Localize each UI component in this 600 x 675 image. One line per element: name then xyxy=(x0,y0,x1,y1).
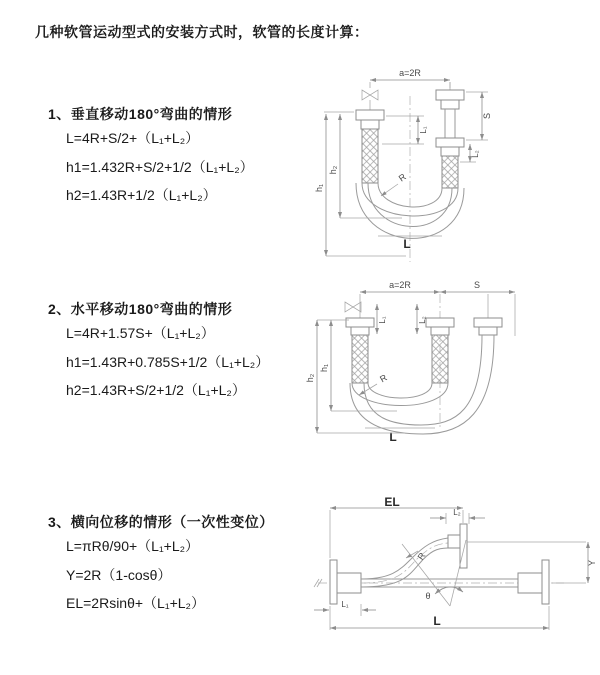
dim-label-s: S xyxy=(473,280,481,290)
section-lateral-displacement xyxy=(48,512,274,618)
page-title: 几种软管运动型式的安装方式时，软管的长度计算： xyxy=(35,24,369,40)
formula-el: EL=2Rsinθ+（L₁+L₂） xyxy=(66,595,205,611)
dim-label-l1: L₁ xyxy=(341,600,349,609)
formula-h2: h2=1.43R+S/2+1/2（L₁+L₂） xyxy=(66,382,246,398)
dim-label-h2: h₂ xyxy=(328,165,338,175)
formula-y: Y=2R（1-cosθ） xyxy=(66,566,172,583)
hose-end-fitting-right xyxy=(436,82,464,188)
radius-callout xyxy=(381,171,408,196)
dimension-l2 xyxy=(417,304,427,334)
dim-label-a2r: a=2R xyxy=(399,68,421,78)
dim-label-l2: L₂ xyxy=(418,316,427,324)
radius-label: R xyxy=(415,550,428,562)
diagram-vertical-bend xyxy=(310,66,600,266)
formula-h1: h1=1.43R+0.785S+1/2（L₁+L₂） xyxy=(66,353,270,370)
section-3-heading: 3、横向位移的情形（一次性变位） xyxy=(48,514,274,530)
dim-label-l: L xyxy=(433,614,441,628)
dim-label-y: Y xyxy=(587,559,597,567)
flange-right xyxy=(518,560,549,604)
section-horizontal-bend xyxy=(48,299,269,405)
hose-end-fitting-left xyxy=(346,318,374,383)
dimension-length xyxy=(365,428,435,444)
braided-hose-section xyxy=(442,156,458,188)
diagram-lateral-displacement xyxy=(300,496,600,646)
valve-icon xyxy=(362,90,378,110)
dim-label-l: L xyxy=(389,430,397,444)
section-vertical-bend xyxy=(48,104,254,210)
formula-h1: h1=1.432R+S/2+1/2（L₁+L₂） xyxy=(66,158,254,175)
diagram-horizontal-bend xyxy=(305,278,600,458)
dimension-a2r xyxy=(370,68,450,88)
formula-length: L=4R+1.57S+（L₁+L₂） xyxy=(66,325,215,341)
dimension-s xyxy=(466,92,492,140)
angle-label: θ xyxy=(425,591,431,601)
flange-upper-displaced xyxy=(448,524,467,568)
dim-label-el: EL xyxy=(384,496,400,509)
dimension-l1 xyxy=(314,600,376,616)
dimension-length xyxy=(330,606,549,630)
dimension-l1 xyxy=(382,116,428,144)
formula-length: L=4R+S/2+（L₁+L₂） xyxy=(66,130,200,146)
dimension-length xyxy=(378,236,442,251)
angle-theta-callout xyxy=(402,540,466,606)
dimension-l2 xyxy=(430,508,485,524)
dim-label-l: L xyxy=(403,237,411,251)
dimension-a2r xyxy=(360,280,440,292)
dim-label-a2r: a=2R xyxy=(389,280,411,290)
dim-label-l2: L₂ xyxy=(471,150,480,158)
dimension-l1 xyxy=(377,304,387,334)
dim-label-l1: L₁ xyxy=(419,126,428,134)
dim-label-h2: h₂ xyxy=(305,373,315,383)
flange-left xyxy=(330,560,361,604)
radius-label: R xyxy=(396,171,408,184)
braided-hose-section xyxy=(352,335,368,383)
dim-label-l1: L₁ xyxy=(378,316,387,324)
hose-end-fitting-right-moved xyxy=(474,294,502,335)
valve-icon xyxy=(345,294,361,318)
dimension-h1 xyxy=(314,112,406,256)
formula-h2: h2=1.43R+1/2（L₁+L₂） xyxy=(66,187,217,203)
hose-end-fitting-center xyxy=(426,318,454,383)
hose-end-fitting-left xyxy=(356,110,384,183)
dim-label-l2: L₂ xyxy=(453,508,461,517)
section-2-heading: 2、水平移动180°弯曲的情形 xyxy=(48,301,233,317)
dim-label-h1: h₁ xyxy=(314,183,324,193)
section-1-heading: 1、垂直移动180°弯曲的情形 xyxy=(48,106,233,122)
formula-length: L=πRθ/90+（L₁+L₂） xyxy=(66,538,200,554)
hose-s-curve-displaced xyxy=(361,538,448,587)
braided-hose-section xyxy=(432,335,448,383)
dim-label-s: S xyxy=(482,112,492,120)
dim-label-h1: h₁ xyxy=(319,363,329,373)
dimension-s xyxy=(440,280,515,336)
radius-label: R xyxy=(378,372,389,385)
hose-u-bend-curves xyxy=(350,335,494,434)
braided-hose-section xyxy=(362,129,378,183)
